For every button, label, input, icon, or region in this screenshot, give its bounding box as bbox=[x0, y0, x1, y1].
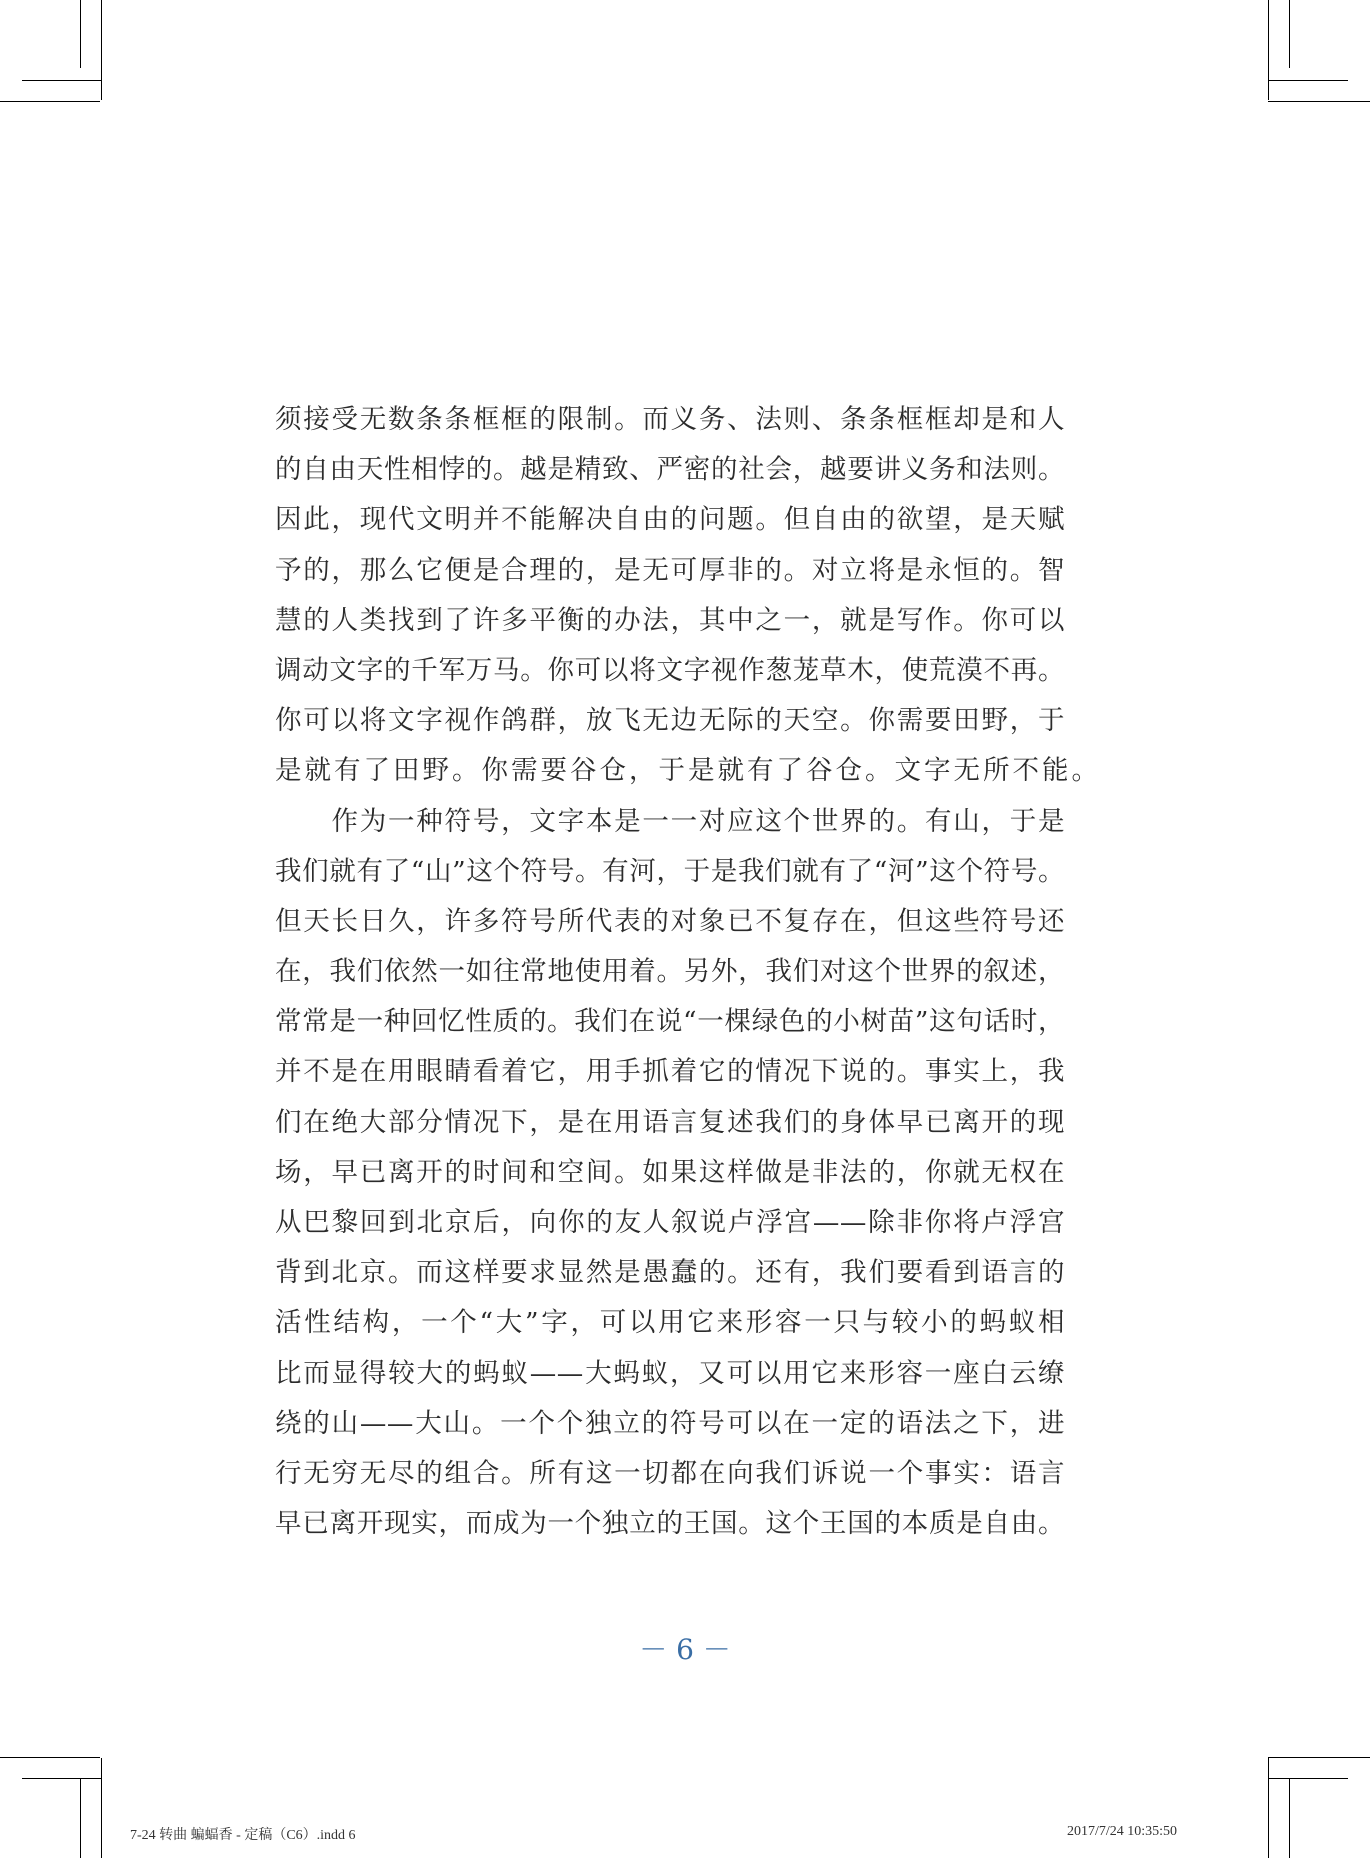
text-line-13: 常常是一种回忆性质的。我们在说“一棵绿色的小树苗”这句话时， bbox=[275, 1006, 1065, 1038]
text-line-18: 背到北京。而这样要求显然是愚蠢的。还有，我们要看到语言的 bbox=[275, 1257, 1065, 1289]
text-line-22: 行无穷无尽的组合。所有这一切都在向我们诉说一个事实：语言 bbox=[275, 1457, 1065, 1489]
crop-mark-bottom-left-v2 bbox=[80, 1778, 81, 1858]
crop-mark-bottom-right-h bbox=[1268, 1757, 1370, 1758]
text-line-20: 比而显得较大的蚂蚁——大蚂蚁，又可以用它来形容一座白云缭 bbox=[275, 1357, 1065, 1389]
text-line-11: 但天长日久，许多符号所代表的对象已不复存在，但这些符号还 bbox=[275, 905, 1065, 937]
crop-mark-bottom-left-v bbox=[101, 1758, 102, 1858]
crop-mark-top-right-h bbox=[1268, 101, 1370, 102]
crop-mark-bottom-left-h bbox=[0, 1757, 100, 1758]
text-line-2: 的自由天性相悖的。越是精致、严密的社会，越要讲义务和法则。 bbox=[275, 454, 1065, 486]
text-line-4: 予的，那么它便是合理的，是无可厚非的。对立将是永恒的。智 bbox=[275, 554, 1065, 586]
text-line-15: 们在绝大部分情况下，是在用语言复述我们的身体早已离开的现 bbox=[275, 1106, 1065, 1138]
crop-mark-bottom-right-h2 bbox=[1268, 1778, 1348, 1779]
text-line-10: 我们就有了“山”这个符号。有河，于是我们就有了“河”这个符号。 bbox=[275, 855, 1065, 887]
text-line-1: 须接受无数条条框框的限制。而义务、法则、条条框框却是和人 bbox=[275, 404, 1065, 435]
text-line-7: 你可以将文字视作鸽群，放飞无边无际的天空。你需要田野，于 bbox=[275, 705, 1065, 737]
crop-mark-top-right-h2 bbox=[1268, 80, 1348, 81]
crop-mark-top-left-h2 bbox=[22, 80, 102, 81]
slug-filename: 7-24 转曲 蝙蝠香 - 定稿（C6）.indd 6 bbox=[130, 1828, 356, 1843]
crop-mark-top-right-v2 bbox=[1289, 0, 1290, 68]
text-line-9: 作为一种符号，文字本是一一对应这个世界的。有山，于是 bbox=[275, 805, 1065, 837]
crop-mark-bottom-right-v2 bbox=[1289, 1778, 1290, 1858]
text-line-23: 早已离开现实，而成为一个独立的王国。这个王国的本质是自由。 bbox=[275, 1508, 1065, 1540]
text-line-16: 场，早已离开的时间和空间。如果这样做是非法的，你就无权在 bbox=[275, 1156, 1065, 1188]
slug-timestamp: 2017/7/24 10:35:50 bbox=[1066, 1824, 1177, 1839]
crop-mark-bottom-right-v bbox=[1268, 1758, 1269, 1858]
text-line-6: 调动文字的千军万马。你可以将文字视作葱茏草木，使荒漠不再。 bbox=[275, 654, 1065, 686]
text-line-8: 是就有了田野。你需要谷仓，于是就有了谷仓。文字无所不能。 bbox=[275, 755, 1101, 787]
text-line-19: 活性结构，一个“大”字，可以用它来形容一只与较小的蚂蚁相 bbox=[275, 1307, 1065, 1339]
text-line-3: 因此，现代文明并不能解决自由的问题。但自由的欲望，是天赋 bbox=[275, 504, 1065, 536]
text-line-21: 绕的山——大山。一个个独立的符号可以在一定的语法之下，进 bbox=[275, 1407, 1065, 1439]
crop-mark-top-left-v bbox=[101, 0, 102, 100]
crop-mark-bottom-left-h2 bbox=[22, 1778, 102, 1779]
page-number: － 6 － bbox=[639, 1633, 731, 1666]
crop-mark-top-right-v bbox=[1268, 0, 1269, 100]
crop-mark-top-left-h bbox=[0, 101, 100, 102]
text-line-14: 并不是在用眼睛看着它，用手抓着它的情况下说的。事实上，我 bbox=[275, 1056, 1065, 1088]
crop-mark-top-left-v2 bbox=[80, 0, 81, 68]
text-line-17: 从巴黎回到北京后，向你的友人叙说卢浮宫——除非你将卢浮宫 bbox=[275, 1207, 1065, 1238]
body-text bbox=[275, 395, 1101, 1549]
text-line-5: 慧的人类找到了许多平衡的办法，其中之一，就是写作。你可以 bbox=[275, 604, 1065, 636]
text-line-12: 在，我们依然一如往常地使用着。另外，我们对这个世界的叙述， bbox=[275, 956, 1065, 988]
